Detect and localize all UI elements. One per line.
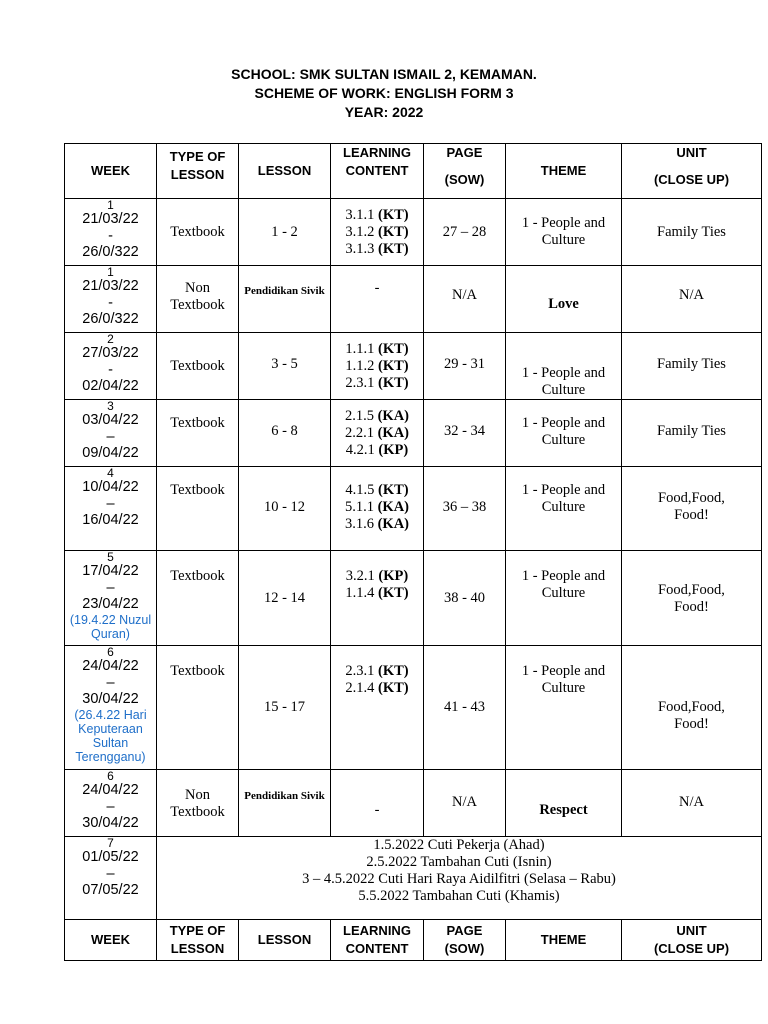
table-row xyxy=(65,551,762,646)
year-title: YEAR: 2022 xyxy=(344,104,424,120)
table-row xyxy=(65,333,762,400)
unit: Family Ties xyxy=(622,333,762,400)
week-date-to: 26/0/322 xyxy=(82,244,139,260)
footer-unit-line2: (CLOSE UP) xyxy=(653,941,730,956)
scheme-of-work-table xyxy=(64,143,762,961)
learning-content: - xyxy=(331,770,424,837)
page-range: 29 - 31 xyxy=(424,333,506,400)
header-page-line2: (SOW) xyxy=(444,172,485,187)
header-unit-line1: UNIT xyxy=(676,145,707,160)
type-of-lesson: Textbook xyxy=(157,551,239,646)
lc-item: 3.1.6 (KA) xyxy=(344,516,410,532)
header-page xyxy=(424,144,506,199)
lesson-number: Pendidikan Sivik xyxy=(239,266,331,333)
theme: 1 - People and Culture xyxy=(506,400,622,467)
holiday-note: (26.4.22 Hari Keputeraan Sultan Terengganu) xyxy=(74,707,147,764)
header-theme: THEME xyxy=(506,144,622,199)
week-number: 1 xyxy=(107,198,114,212)
week-date-to: 02/04/22 xyxy=(82,378,139,394)
lesson-number: 1 - 2 xyxy=(239,199,331,266)
unit: N/A xyxy=(622,770,762,837)
week-date-separator: - xyxy=(108,294,113,311)
week-date-to: 23/04/22 xyxy=(82,596,139,612)
week-cell xyxy=(65,400,157,467)
week-date-to: 16/04/22 xyxy=(82,512,139,528)
footer-type-line2: LESSON xyxy=(170,941,225,956)
footer-lc-line2: CONTENT xyxy=(345,941,409,956)
theme: 1 - People and Culture xyxy=(506,467,622,551)
footer-week: WEEK xyxy=(65,920,157,961)
type-of-lesson: Textbook xyxy=(157,646,239,770)
week-date-from: 21/03/22 xyxy=(82,278,139,294)
learning-content xyxy=(331,551,424,646)
header-week: WEEK xyxy=(65,144,157,199)
theme: 1 - People and Culture xyxy=(506,646,622,770)
unit: Family Ties xyxy=(622,400,762,467)
week-cell xyxy=(65,333,157,400)
week-date-from: 01/05/22 xyxy=(82,849,139,865)
lc-item: 5.1.1 (KA) xyxy=(344,499,410,515)
week-date-separator: – xyxy=(106,674,115,691)
holiday-line: 5.5.2022 Tambahan Cuti (Khamis) xyxy=(358,888,560,904)
type-of-lesson: Textbook xyxy=(157,333,239,400)
type-of-lesson: Textbook xyxy=(157,400,239,467)
learning-content xyxy=(331,333,424,400)
week-cell xyxy=(65,646,157,770)
week-number: 1 xyxy=(107,265,114,279)
holiday-list xyxy=(157,837,762,920)
week-cell xyxy=(65,199,157,266)
type-of-lesson: Textbook xyxy=(157,199,239,266)
header-unit-line2: (CLOSE UP) xyxy=(653,172,730,187)
page-range: 38 - 40 xyxy=(424,551,506,646)
week-date-from: 24/04/22 xyxy=(82,658,139,674)
page-range: 36 – 38 xyxy=(424,467,506,551)
week-date-from: 03/04/22 xyxy=(82,412,139,428)
footer-unit-line1: UNIT xyxy=(676,923,707,938)
week-date-to: 30/04/22 xyxy=(82,691,139,707)
page-range: 27 – 28 xyxy=(424,199,506,266)
footer-type-line1: TYPE OF xyxy=(169,923,226,938)
lc-item: 3.1.2 (KT) xyxy=(345,223,409,240)
lesson-number: 10 - 12 xyxy=(239,467,331,551)
week-date-from: 27/03/22 xyxy=(82,345,139,361)
holiday-line: 2.5.2022 Tambahan Cuti (Isnin) xyxy=(366,854,552,870)
lesson-number: Pendidikan Sivik xyxy=(239,770,331,837)
lc-item: 3.1.1 (KT) xyxy=(345,206,409,223)
footer-theme: THEME xyxy=(506,920,622,961)
unit: Food,Food, Food! xyxy=(622,467,762,551)
learning-content xyxy=(331,400,424,467)
table-row xyxy=(65,770,762,837)
week-number: 6 xyxy=(107,645,114,659)
table-row xyxy=(65,467,762,551)
lesson-number: 6 - 8 xyxy=(239,400,331,467)
lc-item: 2.1.4 (KT) xyxy=(345,680,409,696)
week-date-to: 26/0/322 xyxy=(82,311,139,327)
lc-item: 2.2.1 (KA) xyxy=(344,424,410,441)
type-of-lesson: Non Textbook xyxy=(157,770,239,837)
header-unit xyxy=(622,144,762,199)
lc-item: 2.3.1 (KT) xyxy=(345,663,409,679)
footer-unit xyxy=(622,920,762,961)
footer-type-of-lesson xyxy=(157,920,239,961)
lc-item: 1.1.1 (KT) xyxy=(345,340,409,357)
lc-item: 2.3.1 (KT) xyxy=(345,374,409,391)
week-number: 7 xyxy=(107,836,114,850)
week-date-separator: – xyxy=(106,865,115,882)
footer-page xyxy=(424,920,506,961)
week-date-from: 21/03/22 xyxy=(82,211,139,227)
page-range: 32 - 34 xyxy=(424,400,506,467)
footer-learning-content xyxy=(331,920,424,961)
week-date-separator: – xyxy=(106,428,115,445)
week-date-separator: – xyxy=(106,798,115,815)
table-row xyxy=(65,199,762,266)
lesson-number: 15 - 17 xyxy=(239,646,331,770)
type-of-lesson: Textbook xyxy=(157,467,239,551)
table-header-row xyxy=(65,144,762,199)
week-cell xyxy=(65,770,157,837)
learning-content: - xyxy=(331,266,424,333)
table-row xyxy=(65,646,762,770)
week-date-from: 10/04/22 xyxy=(82,479,139,495)
school-title: SCHOOL: SMK SULTAN ISMAIL 2, KEMAMAN. xyxy=(231,66,537,82)
lesson-number: 12 - 14 xyxy=(239,551,331,646)
week-number: 6 xyxy=(107,769,114,783)
week-date-separator: - xyxy=(108,361,113,378)
holiday-line: 3 – 4.5.2022 Cuti Hari Raya Aidilfitri (Selasa – Rabu) xyxy=(302,871,616,887)
header-learning-content xyxy=(331,144,424,199)
week-date-from: 17/04/22 xyxy=(82,563,139,579)
theme: 1 - People and Culture xyxy=(506,333,622,400)
unit: Food,Food, Food! xyxy=(622,551,762,646)
page-range: 41 - 43 xyxy=(424,646,506,770)
lc-item: 2.1.5 (KA) xyxy=(344,407,410,424)
lc-item: 3.2.1 (KP) xyxy=(345,568,409,584)
theme: 1 - People and Culture xyxy=(506,199,622,266)
lc-item: 3.1.3 (KT) xyxy=(345,240,409,257)
unit: N/A xyxy=(622,266,762,333)
week-date-separator: – xyxy=(106,579,115,596)
holiday-row xyxy=(65,837,762,920)
header-type-line1: TYPE OF xyxy=(169,149,226,164)
holiday-line: 1.5.2022 Cuti Pekerja (Ahad) xyxy=(373,837,545,853)
table-footer-row xyxy=(65,920,762,961)
week-number: 4 xyxy=(107,466,114,480)
week-cell xyxy=(65,837,157,920)
footer-lc-line1: LEARNING xyxy=(343,923,411,938)
table-row xyxy=(65,400,762,467)
week-date-separator: - xyxy=(108,227,113,244)
footer-lesson: LESSON xyxy=(239,920,331,961)
theme: Love xyxy=(506,266,622,333)
week-number: 3 xyxy=(107,399,114,413)
theme: Respect xyxy=(506,770,622,837)
week-cell xyxy=(65,551,157,646)
header-lc-line2: CONTENT xyxy=(345,163,409,178)
week-date-to: 09/04/22 xyxy=(82,445,139,461)
lc-item: 4.1.5 (KT) xyxy=(345,482,409,498)
theme: 1 - People and Culture xyxy=(506,551,622,646)
header-lesson: LESSON xyxy=(239,144,331,199)
week-date-to: 07/05/22 xyxy=(82,882,139,898)
holiday-note: (19.4.22 Nuzul Quran) xyxy=(69,612,152,641)
week-number: 5 xyxy=(107,550,114,564)
week-date-to: 30/04/22 xyxy=(82,815,139,831)
scheme-title: SCHEME OF WORK: ENGLISH FORM 3 xyxy=(254,85,514,101)
learning-content xyxy=(331,467,424,551)
footer-page-line2: (SOW) xyxy=(444,941,485,956)
lc-item: 4.2.1 (KP) xyxy=(345,441,409,458)
lesson-number: 3 - 5 xyxy=(239,333,331,400)
header-lc-line1: LEARNING xyxy=(343,145,411,160)
header-type-line2: LESSON xyxy=(170,167,225,182)
footer-page-line1: PAGE xyxy=(446,923,483,938)
type-of-lesson: Non Textbook xyxy=(157,266,239,333)
unit: Family Ties xyxy=(622,199,762,266)
week-date-separator: – xyxy=(106,495,115,512)
unit: Food,Food, Food! xyxy=(622,646,762,770)
page-range: N/A xyxy=(424,266,506,333)
week-cell xyxy=(65,467,157,551)
lc-item: 1.1.2 (KT) xyxy=(345,357,409,374)
week-date-from: 24/04/22 xyxy=(82,782,139,798)
learning-content xyxy=(331,199,424,266)
page-range: N/A xyxy=(424,770,506,837)
table-row xyxy=(65,266,762,333)
header-type-of-lesson xyxy=(157,144,239,199)
lc-item: 1.1.4 (KT) xyxy=(345,585,409,601)
week-cell xyxy=(65,266,157,333)
header-page-line1: PAGE xyxy=(446,145,483,160)
learning-content xyxy=(331,646,424,770)
week-number: 2 xyxy=(107,332,114,346)
